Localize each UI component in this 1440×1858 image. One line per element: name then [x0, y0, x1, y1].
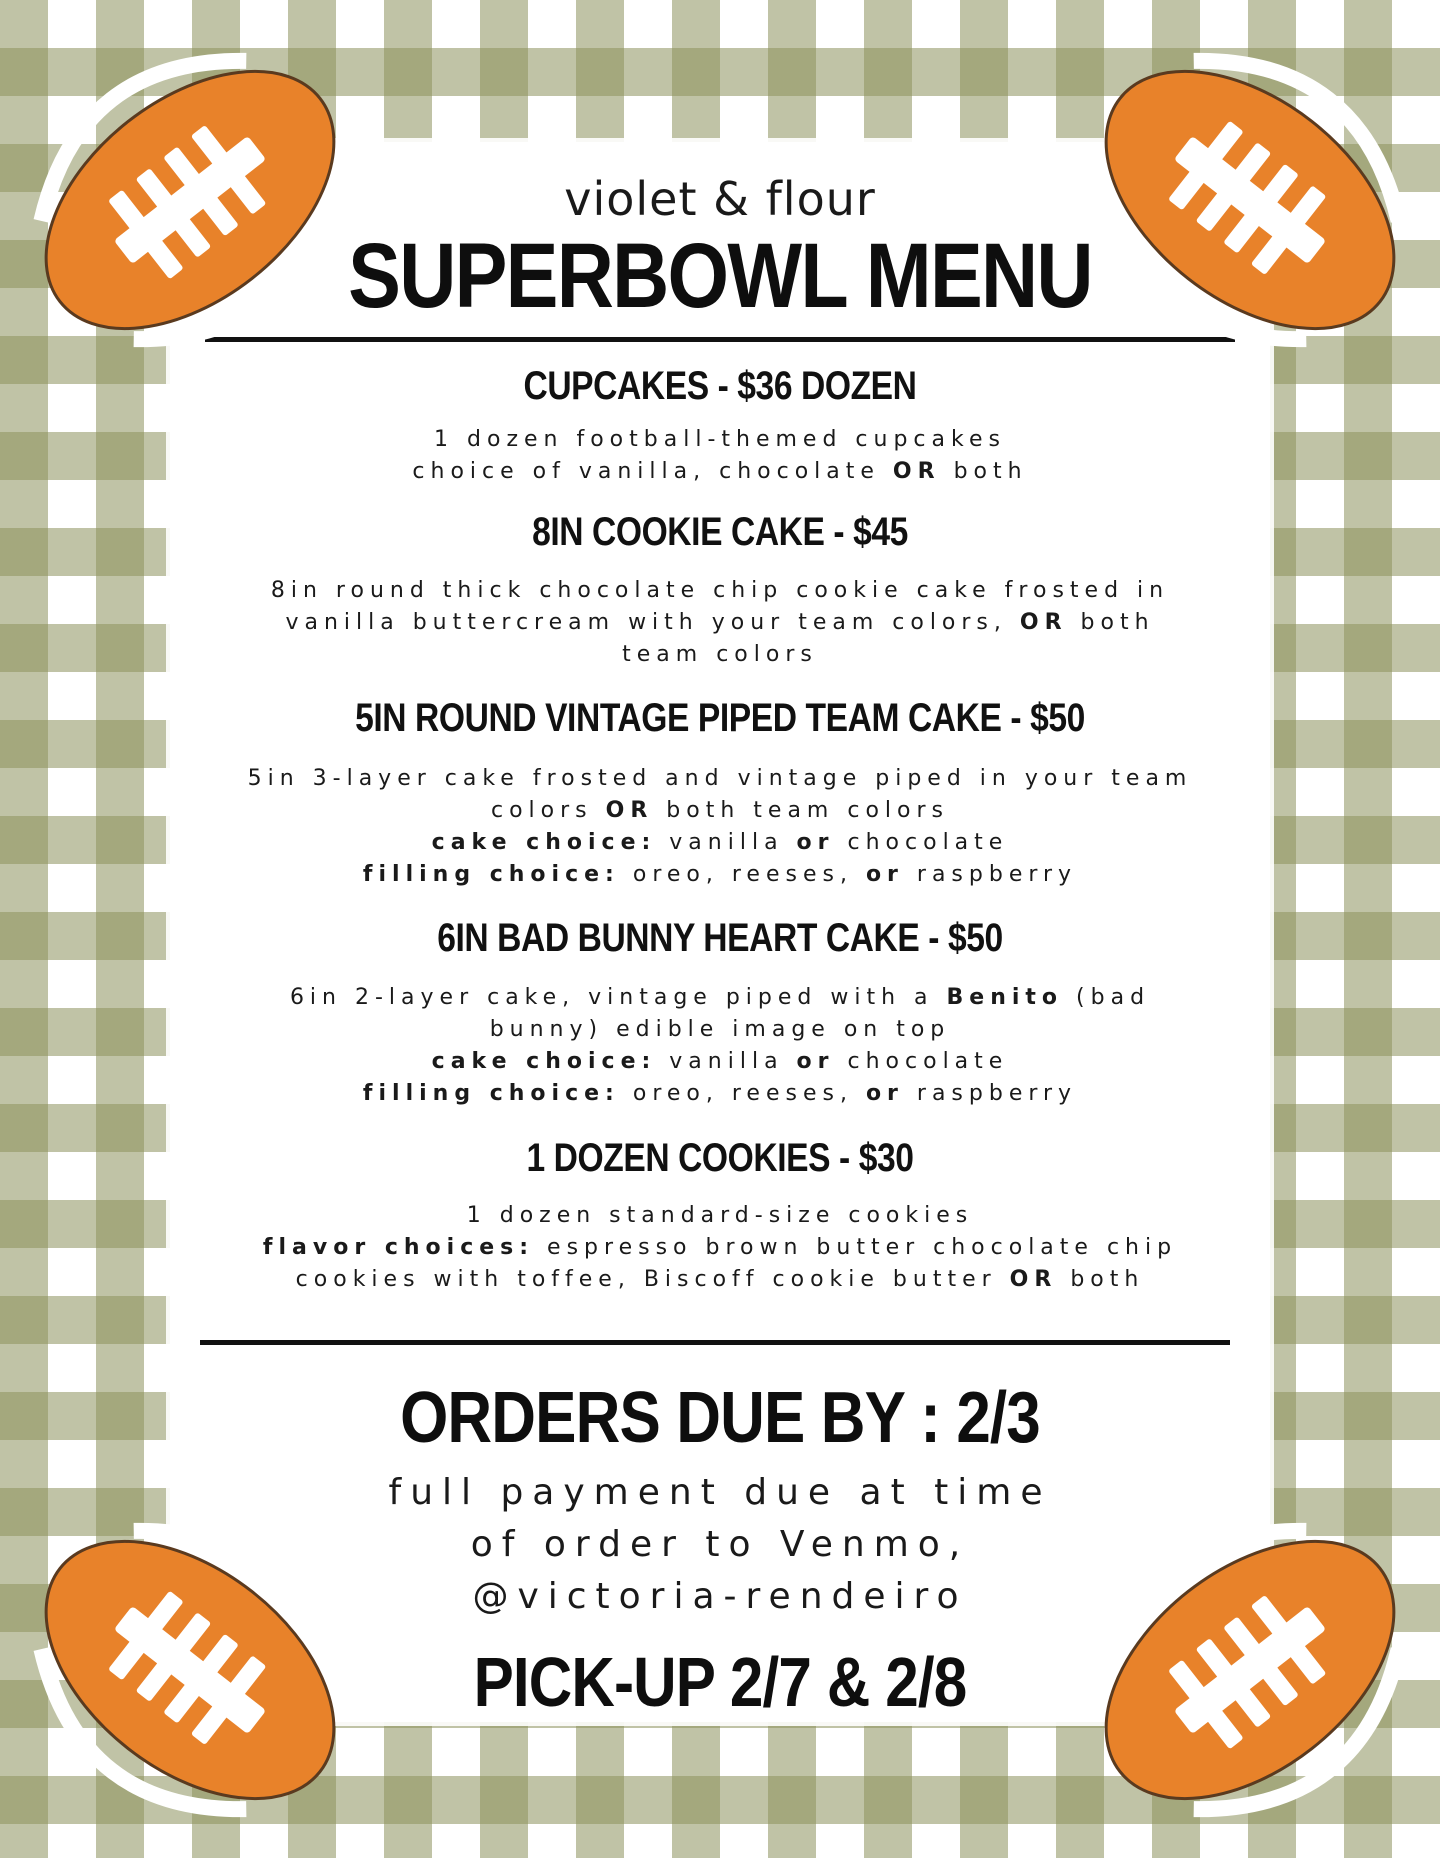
- description-line: [180, 575, 1260, 607]
- item-heading: 5IN ROUND VINTAGE PIPED TEAM CAKE - $50: [355, 696, 1085, 740]
- bold-text: OR: [1009, 1267, 1058, 1292]
- football-icon: [20, 30, 360, 370]
- description-line: [180, 424, 1260, 456]
- bold-text: OR: [605, 798, 654, 823]
- bold-text: or: [865, 862, 904, 887]
- bold-text: or: [796, 1049, 835, 1074]
- payment-line: of order to Venmo,: [470, 1524, 970, 1565]
- bold-text: cake choice:: [431, 1049, 657, 1074]
- bold-text: Benito: [946, 985, 1064, 1010]
- item-description: [180, 575, 1260, 671]
- description-line: [180, 1232, 1260, 1264]
- menu-content: [180, 152, 1260, 1721]
- description-line: [180, 639, 1260, 671]
- bold-text: or: [865, 1081, 904, 1106]
- bold-text: flavor choices:: [262, 1235, 535, 1260]
- description-line: [180, 763, 1260, 795]
- text-run: espresso brown butter chocolate chip: [534, 1235, 1178, 1260]
- text-run: chocolate: [834, 1049, 1009, 1074]
- bold-text: OR: [1019, 610, 1068, 635]
- text-run: both: [940, 459, 1028, 484]
- description-line: [180, 1014, 1260, 1046]
- orders-due: ORDERS DUE BY : 2/3: [400, 1378, 1040, 1458]
- text-run: oreo, reeses,: [619, 1081, 866, 1106]
- football-icon: [1080, 30, 1420, 370]
- item-description: [180, 1200, 1260, 1296]
- text-run: raspberry: [903, 862, 1078, 887]
- description-line: [180, 456, 1260, 488]
- description-line: [180, 607, 1260, 639]
- description-line: [180, 1078, 1260, 1110]
- bold-text: cake choice:: [431, 830, 657, 855]
- footer-divider: [200, 1340, 1230, 1345]
- text-run: 1 dozen standard-size cookies: [466, 1203, 974, 1228]
- item-heading: 8IN COOKIE CAKE - $45: [532, 510, 908, 554]
- text-run: colors: [491, 798, 606, 823]
- item-description: [180, 424, 1260, 488]
- description-line: [180, 1046, 1260, 1078]
- bold-text: filling choice:: [362, 862, 620, 887]
- text-run: vanilla buttercream with your team colors,: [285, 610, 1020, 635]
- payment-line: @victoria-rendeiro: [472, 1576, 968, 1617]
- brand-name: violet & flour: [564, 172, 876, 226]
- bold-text: or: [796, 830, 835, 855]
- text-run: oreo, reeses,: [619, 862, 866, 887]
- text-run: both: [1057, 1267, 1145, 1292]
- description-line: [180, 859, 1260, 891]
- text-run: vanilla: [656, 1049, 797, 1074]
- text-run: 1 dozen football-themed cupcakes: [434, 427, 1006, 452]
- text-run: raspberry: [903, 1081, 1078, 1106]
- bold-text: filling choice:: [362, 1081, 620, 1106]
- text-run: cookies with toffee, Biscoff cookie butter: [295, 1267, 1010, 1292]
- item-description: [180, 763, 1260, 891]
- item-heading: 6IN BAD BUNNY HEART CAKE - $50: [437, 916, 1003, 960]
- menu-title: SUPERBOWL MENU: [348, 225, 1092, 327]
- text-run: 8in round thick chocolate chip cookie cake frosted in: [270, 578, 1170, 603]
- description-line: [180, 1264, 1260, 1296]
- text-run: 5in 3-layer cake frosted and vintage piped in your team: [247, 766, 1193, 791]
- description-line: [180, 827, 1260, 859]
- text-run: 6in 2-layer cake, vintage piped with a: [289, 985, 947, 1010]
- text-run: both team colors: [653, 798, 949, 823]
- text-run: choice of vanilla, chocolate: [412, 459, 893, 484]
- item-heading: CUPCAKES - $36 DOZEN: [523, 364, 917, 408]
- bold-text: OR: [892, 459, 941, 484]
- description-line: [180, 1200, 1260, 1232]
- description-line: [180, 982, 1260, 1014]
- payment-line: full payment due at time: [388, 1472, 1052, 1513]
- football-icon: [20, 1500, 360, 1840]
- item-heading: 1 DOZEN COOKIES - $30: [526, 1136, 914, 1180]
- pickup-dates: PICK-UP 2/7 & 2/8: [473, 1643, 967, 1721]
- text-run: chocolate: [834, 830, 1009, 855]
- text-run: vanilla: [656, 830, 797, 855]
- football-icon: [1080, 1500, 1420, 1840]
- text-run: team colors: [622, 642, 818, 667]
- text-run: bunny) edible image on top: [489, 1017, 951, 1042]
- item-description: [180, 982, 1260, 1110]
- text-run: (bad: [1063, 985, 1151, 1010]
- text-run: both: [1067, 610, 1155, 635]
- description-line: [180, 795, 1260, 827]
